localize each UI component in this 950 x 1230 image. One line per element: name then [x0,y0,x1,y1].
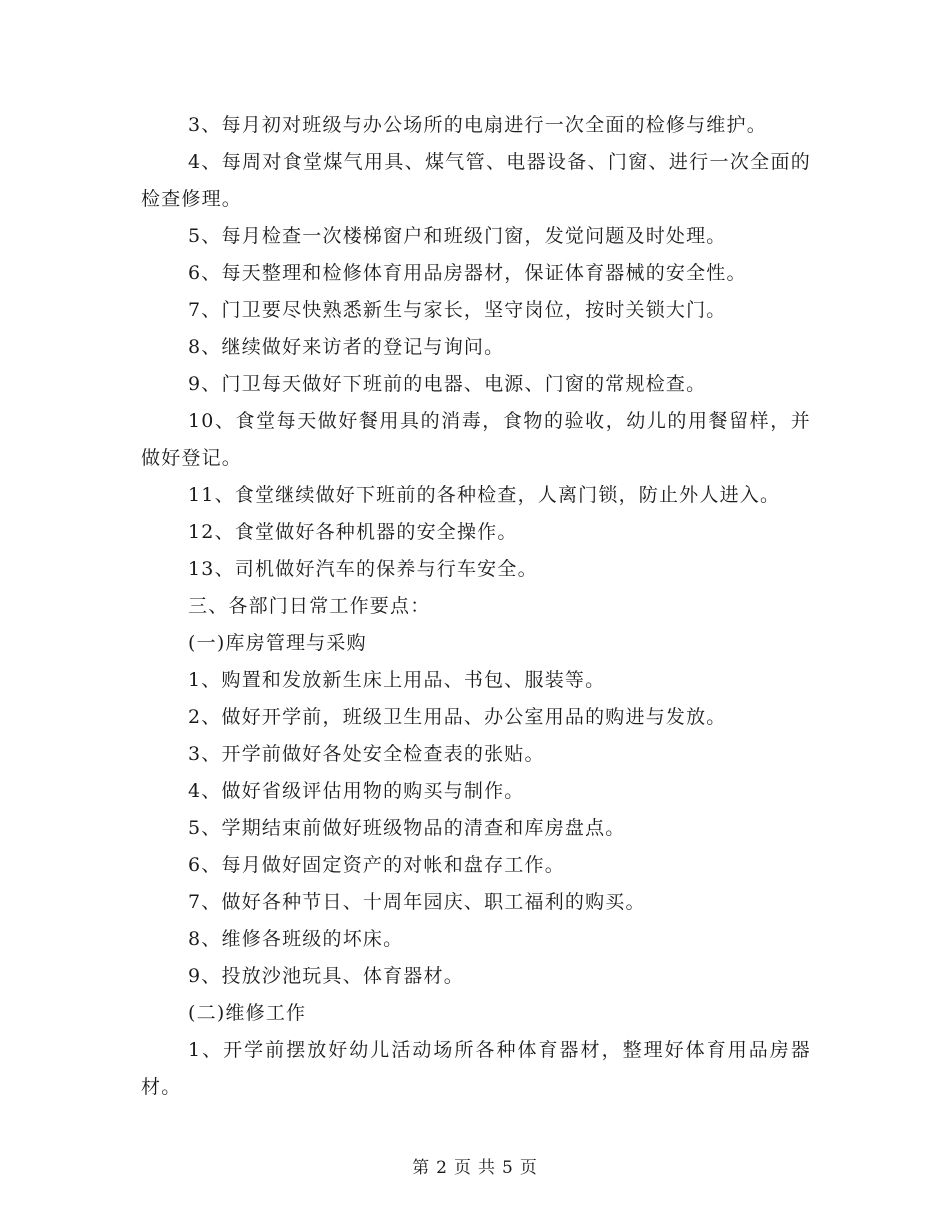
paragraph: 3、每月初对班级与办公场所的电扇进行一次全面的检修与维护。 [188,114,767,136]
paragraph: 6、每月做好固定资产的对帐和盘存工作。 [188,854,565,876]
paragraph: 8、继续做好来访者的登记与询问。 [188,336,505,358]
paragraph: 7、门卫要尽快熟悉新生与家长，坚守岗位，按时关锁大门。 [188,299,727,321]
footer-page-word: 页 [454,1158,472,1178]
paragraph: 4、每周对食堂煤气用具、煤气管、电器设备、门窗、进行一次全面的检查修理。 [141,151,811,210]
page-number: 2 [436,1158,448,1178]
paragraph: 6、每天整理和检修体育用品房器材，保证体育器械的安全性。 [188,262,747,284]
section-heading: 三、各部门日常工作要点： [188,595,431,617]
footer-prefix: 第 [412,1158,431,1178]
footer-suffix: 页 [519,1158,538,1178]
paragraph: 1、购置和发放新生床上用品、书包、服装等。 [188,669,606,691]
document-body [141,107,811,1106]
subsection-heading: (一)库房管理与采购 [188,632,367,654]
paragraph: 12、食堂做好各种机器的安全操作。 [188,521,518,543]
subsection-heading: (二)维修工作 [188,1002,307,1024]
footer-total-word: 共 [478,1158,496,1178]
paragraph: 11、食堂继续做好下班前的各种检查，人离门锁，防止外人进入。 [188,484,781,506]
paragraph: 13、司机做好汽车的保养与行车安全。 [188,558,538,580]
paragraph: 4、做好省级评估用物的购买与制作。 [188,780,525,802]
paragraph: 1、开学前摆放好幼儿活动场所各种体育器材，整理好体育用品房器材。 [141,1039,811,1098]
paragraph: 2、做好开学前，班级卫生用品、办公室用品的购进与发放。 [188,706,727,728]
paragraph: 10、食堂每天做好餐用具的消毒，食物的验收，幼儿的用餐留样，并做好登记。 [141,410,811,469]
paragraph: 9、投放沙池玩具、体育器材。 [188,965,464,987]
paragraph: 9、门卫每天做好下班前的电器、电源、门窗的常规检查。 [188,373,707,395]
paragraph: 7、做好各种节日、十周年园庆、职工福利的购买。 [188,891,646,913]
paragraph: 5、每月检查一次楼梯窗户和班级门窗，发觉问题及时处理。 [188,225,727,247]
page-footer [0,1153,950,1178]
paragraph: 3、开学前做好各处安全检查表的张贴。 [188,743,545,765]
paragraph: 5、学期结束前做好班级物品的清查和库房盘点。 [188,817,626,839]
total-pages: 5 [502,1158,514,1178]
paragraph: 8、维修各班级的坏床。 [188,928,404,950]
